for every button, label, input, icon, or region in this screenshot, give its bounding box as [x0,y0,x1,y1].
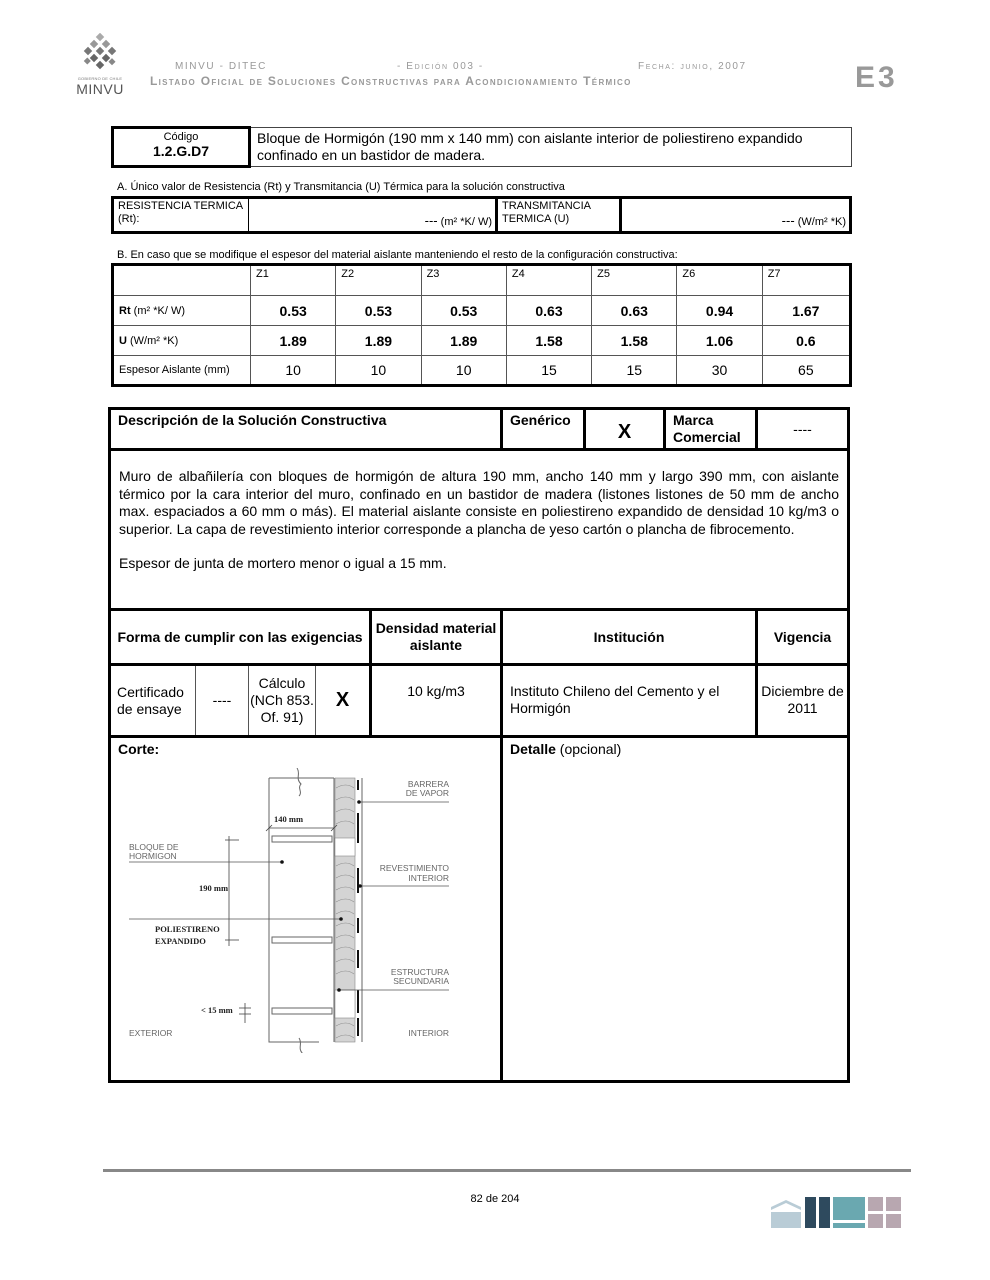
rt-cell: 0.53 [336,296,421,326]
certificado-mark: ---- [196,665,249,737]
row-label: Rt (m² *K/ W) [113,296,251,326]
zone-header: Z2 [336,265,421,296]
espesor-cell: 15 [592,356,677,386]
footer-divider [103,1169,911,1172]
rt-cell: 0.94 [677,296,762,326]
espesor-cell: 30 [677,356,762,386]
certificado-label: Certificado de ensaye [110,665,196,737]
minvu-logo-icon [80,33,120,75]
zone-values-table [111,263,852,387]
label-interior: INTERIOR [408,1028,449,1038]
svg-text:HORMIGON: HORMIGON [129,851,177,861]
description-paragraph: Espesor de junta de mortero menor o igual a 15 mm. [119,555,447,572]
u-cell: 1.58 [592,326,677,356]
zone-header-row [113,265,851,296]
label-bloque: BLOQUE DE [129,842,179,852]
svg-text:EXPANDIDO: EXPANDIDO [155,936,206,946]
corner-cell [113,265,251,296]
description-table [108,407,850,1083]
header-title: Listado Oficial de Soluciones Constructivas para Acondicionamiento Térmico [150,74,632,88]
logo-caption: MINVU [76,81,124,97]
rt-cell: 0.53 [421,296,506,326]
u-cell: 1.89 [421,326,506,356]
table-row-u [113,326,851,356]
code-cell [113,128,250,167]
brand-value: ---- [757,409,849,450]
forma-header: Forma de cumplir con las exigencias [110,610,371,665]
solution-title: Bloque de Hormigón (190 mm x 140 mm) con aislante interior de poliestireno expandido confinado en un bastidor de madera. [250,128,852,167]
detalle-label: Detalle [510,741,556,757]
table-row-rt [113,296,851,326]
solution-code-table [111,126,852,168]
minvu-logo [70,33,130,97]
code-value: 1.2.G.D7 [152,143,210,159]
zone-header: Z1 [251,265,336,296]
page-number: 82 de 204 [470,1193,520,1205]
rt-cell: 1.67 [762,296,850,326]
calculo-mark: X [316,665,371,737]
description-paragraph: Muro de albañilería con bloques de hormigón de altura 190 mm, ancho 140 mm y largo 390 mm, con aislante térmico por la cara interior del muro, confinado en un bastidor de madera (listones listones de 50 mm de ancho max. espaciados a 60 mm o más). El material aislante consiste en poliestireno expandido de densidad 10 kg/m3 o superior. La capa de revestimiento interior corresponde a plancha de yeso cartón o plancha de fibrocemento. [119,468,839,537]
label-poliestireno: POLIESTIRENO [155,924,220,934]
logo-caption-small: GOBIERNO DE CHILE [77,76,123,81]
corte-cell [110,737,502,1082]
header-edition: - Edición 003 - [397,61,484,72]
rt-cell: 0.53 [251,296,336,326]
detalle-cell [502,737,849,1082]
zone-header: Z7 [762,265,850,296]
header-meta [175,61,775,73]
table-row-espesor [113,356,851,386]
u-unit: (W/m² *K) [797,216,846,228]
label-joint-dim: < 15 mm [201,1005,233,1015]
zone-header: Z3 [421,265,506,296]
detalle-label-rest: (opcional) [555,741,622,757]
zone-header: Z6 [677,265,762,296]
svg-text:DE VAPOR: DE VAPOR [405,788,449,798]
espesor-cell: 10 [251,356,336,386]
u-label: TRANSMITANCIA TERMICA (U) [497,198,621,233]
brand-label: Marca Comercial [665,409,757,450]
generic-label: Genérico [502,409,585,450]
institucion-value: Instituto Chileno del Cemento y el Hormigón [502,665,757,737]
u-value: --- [781,213,795,228]
section-b-caption: B. En caso que se modifique el espesor del material aislante manteniendo el resto de la configuración constructiva: [117,249,678,261]
label-barrera: BARRERA [407,779,449,789]
rt-label: RESISTENCIA TERMICA (Rt): [113,198,249,233]
description-heading: Descripción de la Solución Constructiva [110,409,502,450]
zone-header: Z5 [592,265,677,296]
section-code: E3 [855,61,898,94]
wall-section-drawing [129,768,484,1053]
vigencia-header: Vigencia [757,610,849,665]
row-label: U (W/m² *K) [113,326,251,356]
vigencia-value: Diciembre de 2011 [757,665,849,737]
densidad-header: Densidad material aislante [371,610,502,665]
rt-value-cell [249,198,497,233]
svg-text:SECUNDARIA: SECUNDARIA [393,976,449,986]
label-exterior: EXTERIOR [129,1028,173,1038]
header-date: Fecha: junio, 2007 [638,61,747,72]
label-revestimiento: REVESTIMIENTO [379,863,449,873]
footer-logo-icon [771,1197,907,1228]
calculo-label: Cálculo (NCh 853. Of. 91) [249,665,316,737]
espesor-cell: 10 [336,356,421,386]
label-height-dim: 190 mm [199,883,229,893]
generic-mark: X [585,409,665,450]
espesor-cell: 10 [421,356,506,386]
code-label: Código [163,131,199,143]
densidad-value: 10 kg/m3 [371,665,502,737]
zone-header: Z4 [506,265,591,296]
rt-cell: 0.63 [592,296,677,326]
rt-cell: 0.63 [506,296,591,326]
u-cell: 1.06 [677,326,762,356]
espesor-cell: 65 [762,356,850,386]
u-cell: 1.58 [506,326,591,356]
rt-unit: (m² *K/ W) [440,216,492,228]
header-org: MINVU - DITEC [175,61,267,72]
rt-value: --- [424,213,438,228]
corte-label: Corte: [118,741,160,757]
u-value-cell [621,198,851,233]
u-cell: 1.89 [336,326,421,356]
u-cell: 0.6 [762,326,850,356]
label-estructura: ESTRUCTURA [390,967,449,977]
row-label: Espesor Aislante (mm) [113,356,251,386]
section-a-table [111,196,852,234]
u-cell: 1.89 [251,326,336,356]
section-a-caption: A. Único valor de Resistencia (Rt) y Transmitancia (U) Térmica para la solución constructiva [117,181,565,193]
label-width-dim: 140 mm [274,814,304,824]
svg-text:INTERIOR: INTERIOR [408,873,449,883]
description-body [110,450,849,610]
espesor-cell: 15 [506,356,591,386]
institucion-header: Institución [502,610,757,665]
